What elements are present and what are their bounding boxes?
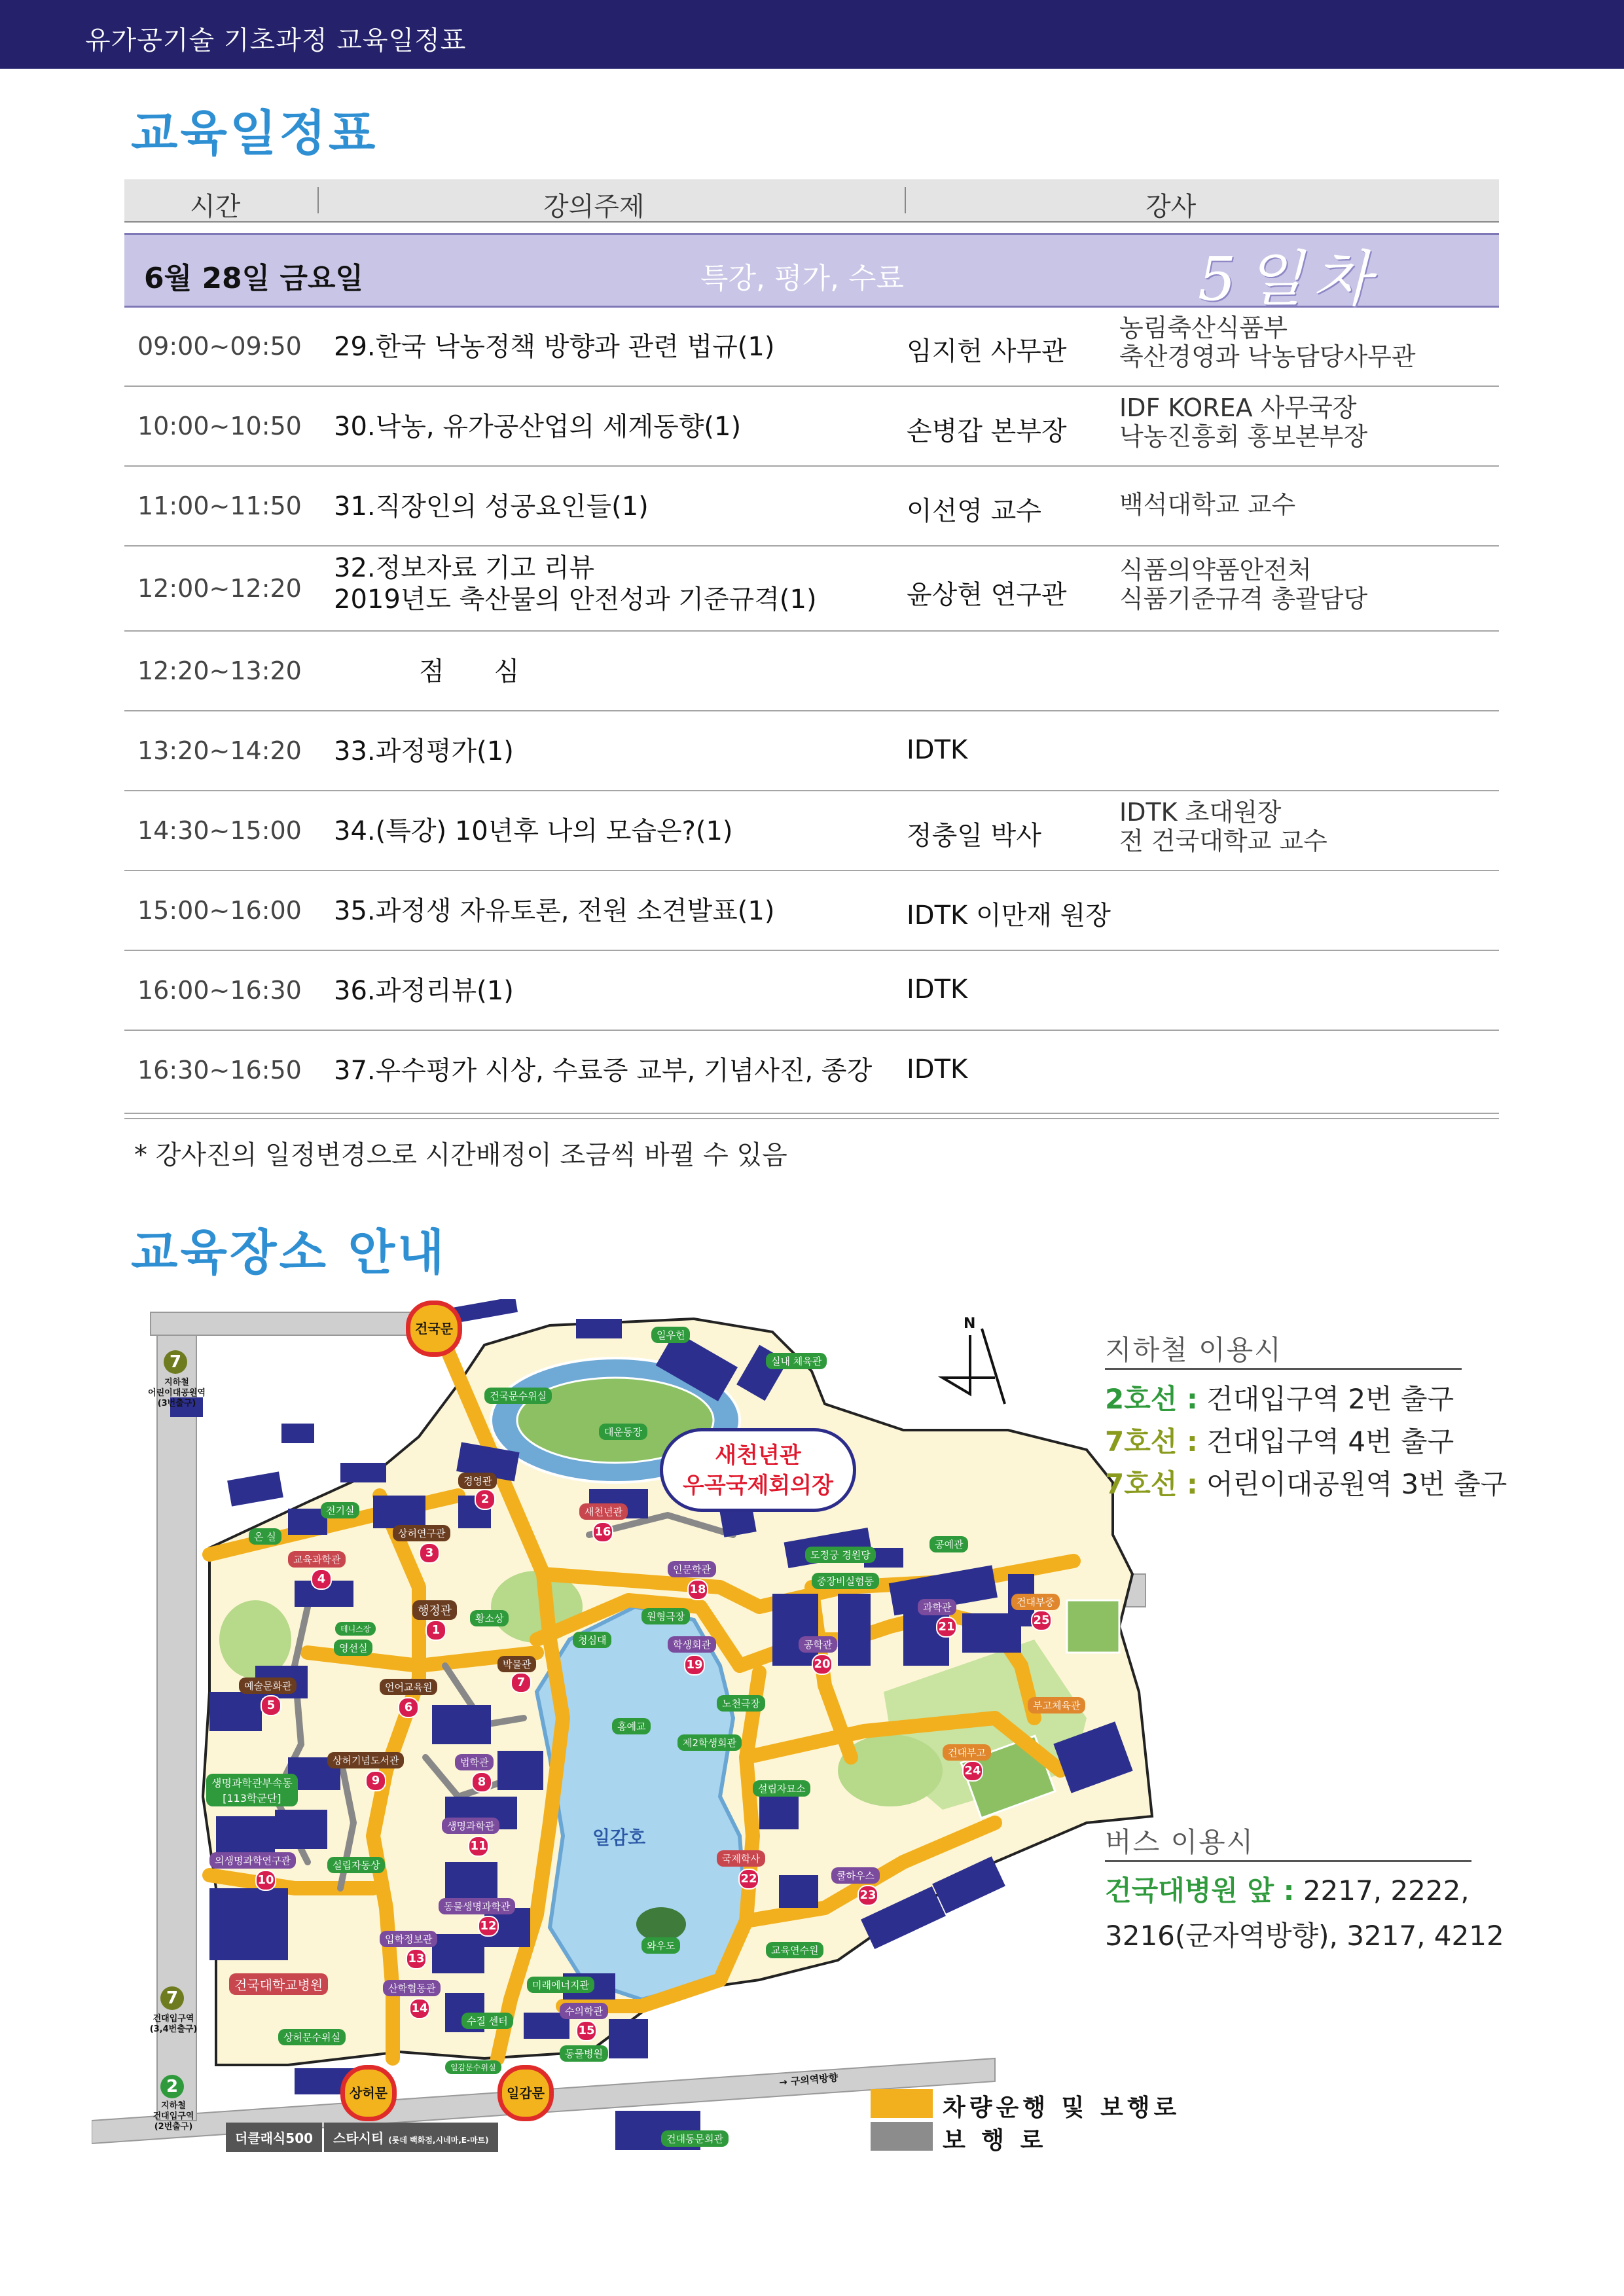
metro-label: 지하철 어린이대공원역 (3번출구) xyxy=(148,1378,206,1408)
row-org: 전 건국대학교 교수 xyxy=(1119,827,1327,855)
place-label: 대운동장 xyxy=(599,1424,647,1440)
bus-divider xyxy=(1105,1860,1471,1862)
column-divider xyxy=(317,187,319,213)
place-label: 공예관 xyxy=(929,1536,968,1552)
metro-line-2-icon: 2 xyxy=(160,2075,184,2098)
building-number: 13 xyxy=(406,1948,427,1969)
metro-line-7-icon: 7 xyxy=(160,1986,184,2010)
place-label: 새천년관 xyxy=(579,1503,628,1520)
building-number: 20 xyxy=(812,1654,833,1675)
row-instructor: IDTK xyxy=(907,735,968,765)
subway-item xyxy=(1105,1463,1507,1502)
row-org: 백석대학교 교수 xyxy=(1119,490,1296,519)
place-label: 노천극장 xyxy=(717,1695,765,1712)
legend-walk-label: 보 행 로 xyxy=(943,2127,1047,2154)
place-label: 동물병원 xyxy=(560,2045,608,2062)
building-number: 19 xyxy=(684,1655,705,1676)
building-number: 21 xyxy=(936,1617,957,1638)
venue-callout xyxy=(660,1428,856,1512)
place-label: 설립자동상 xyxy=(327,1857,385,1873)
place-label: 상허기념도서관 xyxy=(327,1752,404,1768)
road-direction-label: → 구의역방향 xyxy=(778,2072,839,2089)
schedule-note: * 강사진의 일정변경으로 시간배정이 조금씩 바뀔 수 있음 xyxy=(134,1140,787,1170)
subway-line: 2호선 : xyxy=(1105,1383,1198,1415)
building-number: 16 xyxy=(592,1522,613,1543)
row-instructor: 윤상현 연구관 xyxy=(907,580,1067,610)
legend-road-swatch xyxy=(871,2089,933,2118)
row-org: 농림축산식품부 xyxy=(1119,314,1288,342)
row-org: 낙농진흥회 홍보본부장 xyxy=(1119,422,1368,451)
building-number: 23 xyxy=(857,1885,878,1906)
place-label: 건대부중 xyxy=(1011,1594,1060,1610)
place-label: 영선실 xyxy=(334,1640,372,1656)
table-bottom-rule xyxy=(124,1118,1499,1119)
subway-heading: 지하철 이용시 xyxy=(1105,1334,1282,1366)
bus-routes: 2217, 2222, xyxy=(1294,1874,1470,1907)
place-label: 경영관 xyxy=(458,1473,497,1489)
table-row xyxy=(124,630,1499,711)
building-number: 14 xyxy=(409,1998,430,2019)
subway-line: 7호선 : xyxy=(1105,1426,1198,1458)
table-row xyxy=(124,386,1499,467)
metro-line-7-icon: 7 xyxy=(164,1350,187,1374)
place-label: 입학정보관 xyxy=(380,1931,437,1947)
place-label: 중장비실험동 xyxy=(812,1573,879,1589)
venue-callout-line1: 새천년관 xyxy=(715,1443,801,1469)
place-label: 인문학관 xyxy=(668,1561,716,1577)
row-instructor: 정충일 박사 xyxy=(907,821,1041,851)
building-number: 24 xyxy=(962,1761,983,1782)
table-row xyxy=(124,710,1499,791)
row-instructor: 임지헌 사무관 xyxy=(907,336,1067,367)
row-org: 식품기준규격 총괄담당 xyxy=(1119,584,1368,613)
subway-line: 7호선 : xyxy=(1105,1468,1198,1500)
place-label: 제2학생회관 xyxy=(677,1734,742,1751)
row-org: 축산경영과 낙농담당사무관 xyxy=(1119,342,1416,371)
building-number: 1 xyxy=(425,1620,446,1641)
row-org: IDF KOREA 사무국장 xyxy=(1119,393,1357,422)
place-label: 건대부고 xyxy=(943,1744,991,1761)
place-label: 부고체육관 xyxy=(1028,1697,1085,1713)
row-time: 12:20~13:20 xyxy=(137,656,302,685)
gate-ilgam: 일감문 xyxy=(497,2065,554,2121)
row-time: 16:30~16:50 xyxy=(137,1056,302,1085)
row-instructor: 이선영 교수 xyxy=(907,496,1041,526)
row-subject: 35.과정생 자유토론, 전원 소견발표(1) xyxy=(334,896,775,926)
place-label: 원형극장 xyxy=(641,1608,690,1624)
place-label: 건국문수위실 xyxy=(484,1388,552,1404)
metro-label: 건대입구역 (3,4번출구) xyxy=(149,2014,198,2034)
place-label: 상허연구관 xyxy=(393,1525,450,1541)
place-label: 청심대 xyxy=(573,1632,611,1648)
place-label: 학생회관 xyxy=(668,1636,716,1653)
table-row xyxy=(124,790,1499,871)
building-number: 15 xyxy=(576,2020,597,2041)
row-instructor: IDTK xyxy=(907,1054,968,1085)
place-label: 예술문화관 xyxy=(239,1677,297,1694)
building-number: 7 xyxy=(511,1672,532,1693)
landmark-box: 더클래식500 xyxy=(226,2123,322,2152)
subway-item xyxy=(1105,1420,1454,1460)
place-label: 의생명과학연구관 xyxy=(209,1852,296,1869)
bus-heading: 버스 이용시 xyxy=(1105,1826,1255,1858)
day-badge: 5일차 xyxy=(1198,244,1380,314)
place-label: 교육과학관 xyxy=(288,1551,346,1568)
day-date: 6월 28일 금요일 xyxy=(144,262,364,295)
schedule-table-header xyxy=(124,179,1499,223)
place-label: 교육연수원 xyxy=(766,1942,823,1958)
column-instructor: 강사 xyxy=(1146,192,1197,222)
place-label: 쿨하우스 xyxy=(831,1867,880,1884)
building-number: 4 xyxy=(311,1569,332,1590)
row-time: 14:30~15:00 xyxy=(137,816,302,845)
place-label: 홍예교 xyxy=(612,1718,651,1734)
place-label: 법학관 xyxy=(455,1754,494,1770)
table-row xyxy=(124,306,1499,387)
table-row xyxy=(124,545,1499,632)
place-label: 공학관 xyxy=(799,1636,837,1653)
building-number: 5 xyxy=(261,1695,281,1716)
schedule-title: 교육일정표 xyxy=(131,105,378,162)
building-number: 25 xyxy=(1031,1610,1052,1631)
compass-north-label: N xyxy=(964,1316,976,1332)
place-label: 황소상 xyxy=(470,1610,509,1626)
row-time: 09:00~09:50 xyxy=(137,332,302,361)
place-label: 생명과학관 xyxy=(442,1818,499,1834)
place-label: 과학관 xyxy=(918,1599,956,1615)
place-label: 생명과학관부속동 [113학군단] xyxy=(206,1774,298,1806)
place-label: 행정관 xyxy=(412,1600,457,1620)
row-subject-line2: 2019년도 축산물의 안전성과 기준규격(1) xyxy=(334,584,817,615)
building-number: 3 xyxy=(419,1543,440,1564)
row-subject: 점 심 xyxy=(419,656,520,687)
place-label: 동물생명과학관 xyxy=(439,1898,515,1914)
row-time: 13:20~14:20 xyxy=(137,736,302,765)
building-number: 6 xyxy=(398,1697,419,1718)
place-label: 미래에너지관 xyxy=(527,1977,594,1993)
landmark-box xyxy=(324,2123,498,2152)
building-number: 9 xyxy=(365,1770,386,1791)
place-label: 산학협동관 xyxy=(383,1980,441,1996)
day-header-row xyxy=(124,233,1499,314)
building-number: 22 xyxy=(738,1869,759,1890)
row-instructor: IDTK xyxy=(907,975,968,1005)
row-subject: 30.낙농, 유가공산업의 세계동향(1) xyxy=(334,412,742,442)
landmark-box-sub: (롯데 백화점,시네마,E-마트) xyxy=(388,2136,489,2145)
row-subject: 36.과정리뷰(1) xyxy=(334,976,514,1006)
place-label: 건국대학교병원 xyxy=(229,1973,328,1995)
row-subject: 37.우수평가 시상, 수료증 교부, 기념사진, 종강 xyxy=(334,1056,873,1086)
location-title: 교육장소 안내 xyxy=(131,1225,447,1281)
row-subject: 31.직장인의 성공요인들(1) xyxy=(334,492,649,522)
row-time: 15:00~16:00 xyxy=(137,896,302,925)
place-label: 일감문수위실 xyxy=(445,2060,501,2074)
legend-road-label: 차량운행 및 보행로 xyxy=(943,2094,1181,2121)
place-label: 도정궁 경원당 xyxy=(805,1547,876,1563)
place-label: 실내 체육관 xyxy=(766,1353,827,1369)
bus-routes-line1 xyxy=(1105,1869,1470,1909)
table-row xyxy=(124,1030,1499,1109)
legend-walk-swatch xyxy=(871,2122,933,2151)
row-instructor: IDTK 이만재 원장 xyxy=(907,901,1111,931)
table-row xyxy=(124,870,1499,951)
venue-callout-line2: 우곡국제회의장 xyxy=(683,1473,833,1499)
row-subject: 32.정보자료 기고 리뷰 xyxy=(334,553,595,583)
column-subject: 강의주제 xyxy=(543,192,645,222)
place-label: 전기실 xyxy=(321,1502,359,1518)
subway-item xyxy=(1105,1378,1454,1417)
place-label: 수질 센터 xyxy=(461,2013,513,2029)
bus-stop: 건국대병원 앞 : xyxy=(1105,1874,1295,1907)
day-topic: 특강, 평가, 수료 xyxy=(700,262,904,295)
place-label: 와우도 xyxy=(641,1937,680,1954)
row-time: 10:00~10:50 xyxy=(137,412,302,440)
row-org: 식품의약품안전처 xyxy=(1119,556,1312,584)
table-row xyxy=(124,465,1499,547)
building-number: 12 xyxy=(478,1916,499,1937)
row-org: IDTK 초대원장 xyxy=(1119,798,1282,827)
building-number: 10 xyxy=(255,1870,276,1891)
row-time: 12:00~12:20 xyxy=(137,574,302,603)
metro-label: 지하철 건대입구역 (2번출구) xyxy=(153,2101,194,2132)
place-label: 설립자묘소 xyxy=(753,1780,810,1797)
subway-text: 어린이대공원역 3번 출구 xyxy=(1197,1468,1507,1500)
place-label: 박물관 xyxy=(497,1656,536,1672)
landmark-box-name: 스타시티 xyxy=(333,2130,384,2146)
gate-sanghur: 상허문 xyxy=(340,2065,397,2121)
bus-routes-line2: 3216(군자역방향), 3217, 4212 xyxy=(1105,1920,1504,1952)
building-number: 18 xyxy=(687,1579,708,1600)
place-label: 언어교육원 xyxy=(380,1679,437,1695)
row-time: 11:00~11:50 xyxy=(137,492,302,520)
place-label: 테니스장 xyxy=(335,1622,376,1636)
document-title: 유가공기술 기초과정 교육일정표 xyxy=(85,26,467,56)
row-time: 16:00~16:30 xyxy=(137,976,302,1005)
row-instructor: 손병갑 본부장 xyxy=(907,416,1067,446)
place-label: 상허문수위실 xyxy=(278,2029,346,2045)
place-label: 온 실 xyxy=(249,1528,281,1545)
building-number: 8 xyxy=(471,1772,492,1793)
building-number: 2 xyxy=(475,1489,496,1510)
subway-text: 건대입구역 2번 출구 xyxy=(1197,1383,1454,1415)
row-subject: 33.과정평가(1) xyxy=(334,736,514,766)
subway-text: 건대입구역 4번 출구 xyxy=(1197,1426,1454,1458)
column-time: 시간 xyxy=(190,192,241,222)
table-bottom-rule xyxy=(124,1113,1499,1114)
subway-divider xyxy=(1105,1368,1462,1370)
table-row xyxy=(124,950,1499,1031)
campus-map xyxy=(92,1299,1165,2163)
building-number: 11 xyxy=(468,1836,489,1857)
lake-label: 일감호 xyxy=(592,1827,646,1848)
gate-main: 건국문 xyxy=(406,1300,462,1357)
place-label: 국제학사 xyxy=(717,1850,765,1867)
column-divider xyxy=(905,187,906,213)
row-subject: 34.(특강) 10년후 나의 모습은?(1) xyxy=(334,816,733,846)
row-subject: 29.한국 낙농정책 방향과 관련 법규(1) xyxy=(334,332,775,362)
place-label: 수의학관 xyxy=(560,2003,608,2019)
top-banner xyxy=(0,0,1624,69)
place-label: 일우헌 xyxy=(651,1327,690,1343)
place-label: 건대동문회관 xyxy=(661,2130,729,2147)
